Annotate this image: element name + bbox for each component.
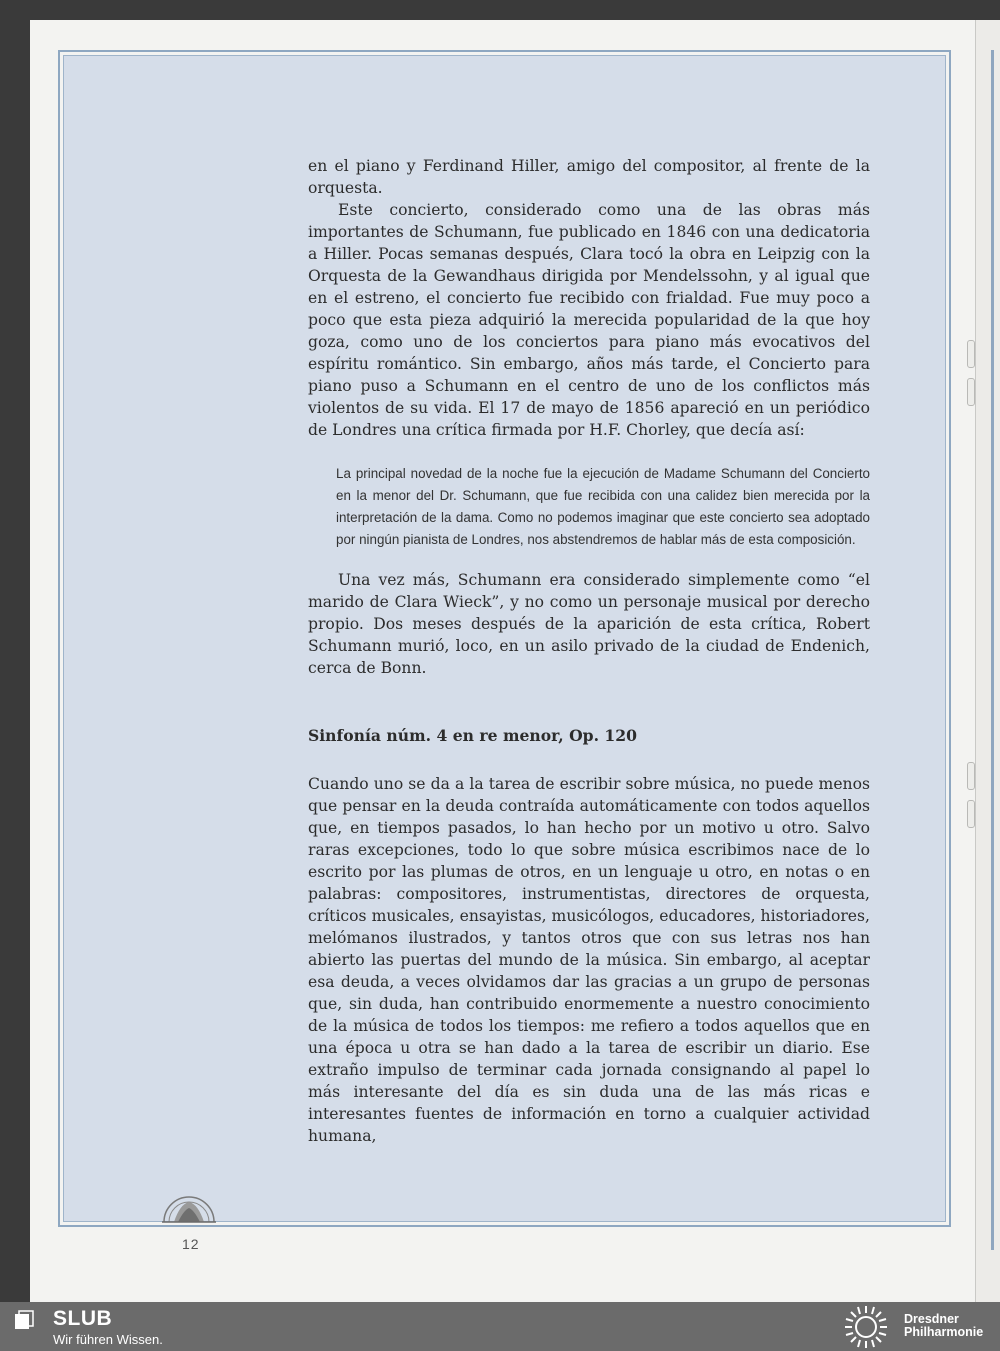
- partner-name: [904, 1313, 983, 1339]
- article-body: [308, 155, 870, 1147]
- binding-mark: [967, 378, 975, 406]
- section-heading: Sinfonía núm. 4 en re menor, Op. 120: [308, 726, 637, 745]
- book-icon: [14, 1310, 38, 1330]
- partner-name-line: Philharmonie: [904, 1325, 984, 1339]
- partner-name-line: Dresdner: [904, 1312, 959, 1326]
- footer-bar: [0, 1302, 1000, 1351]
- block-quote: La principal novedad de la noche fue la ejecución de Madame Schumann del Concierto en la menor del Dr. Schumann, que fue recibida con una calidez bien merecida por la interpretación de la dama. Como no podemos imaginar que este concierto sea adoptado por ningún pianista de Londres, nos abstendremos de hablar más de esta composición.: [336, 466, 870, 547]
- paragraph: en el piano y Ferdinand Hiller, amigo del compositor, al frente de la orquesta.: [308, 157, 870, 197]
- paragraph: Cuando uno se da a la tarea de escribir sobre música, no puede menos que pensar en la deuda contraída automáticamente con todos aquellos que, en tiempos pasados, lo han hecho por un motivo u otro. Salvo raras excepciones, todo lo que sobre música escribimos nace de lo escrito por las plumas de otros, en un lenguaje u otro, en notas o en palabras: compositores, instrumentistas, directores de orquesta, críticos musicales, ensayistas, musicólogos, educadores, historiadores, melómanos ilustrados, y tantos otros que con sus letras nos han abierto las puertas del mundo de la música. Sin embargo, al aceptar esa deuda, a veces olvidamos dar las gracias a un grupo de personas que, sin duda, han contribuido enormemente a nuestro conocimiento de la música de todos los tiempos: me refiero a todos aquellos que en una época u otra se han dado a la tarea de escribir un diario. Ese extraño impulso de terminar cada jornada consignando al papel lo más interesante del día es sin duda una de las más ricas e interesantes fuentes de información en torno a cualquier actividad humana,: [308, 775, 870, 1145]
- binding-mark: [967, 340, 975, 368]
- paragraph: Una vez más, Schumann era considerado simplemente como “el marido de Clara Wieck”, y no como un personaje musical por derecho propio. Dos meses después de la aparición de esta crítica, Robert Schumann murió, loco, en un asilo privado de la ciudad de Endenich, cerca de Bonn.: [308, 571, 870, 677]
- paragraph: Este concierto, considerado como una de las obras más importantes de Schumann, fue publicado en 1846 con una dedicatoria a Hiller. Pocas semanas después, Clara tocó la obra en Leipzig con la Orquesta de la Gewandhaus dirigida por Mendelssohn, y al igual que en el estreno, el concierto fue recibido con frialdad. Fue muy poco a poco que esta pieza adquirió la merecida popularidad de la que hoy goza, como uno de los conciertos para piano más evocativos del espíritu romántico. Sin embargo, años más tarde, el Concierto para piano puso a Schumann en el centro de uno de los conflictos más violentos de su vida. El 17 de mayo de 1856 apareció en un periódico de Londres una crítica firmada por H.F. Chorley, que decía así:: [308, 201, 870, 439]
- sunburst-logo-icon: [843, 1304, 889, 1350]
- binding-mark: [967, 800, 975, 828]
- library-slogan: Wir führen Wissen.: [53, 1332, 163, 1347]
- library-name: SLUB: [53, 1307, 113, 1330]
- palacio-de-bellas-artes-emblem-icon: [160, 1190, 218, 1224]
- binding-mark: [967, 762, 975, 790]
- adjacent-page-edge: [975, 20, 1000, 1302]
- page-number: 12: [182, 1236, 200, 1252]
